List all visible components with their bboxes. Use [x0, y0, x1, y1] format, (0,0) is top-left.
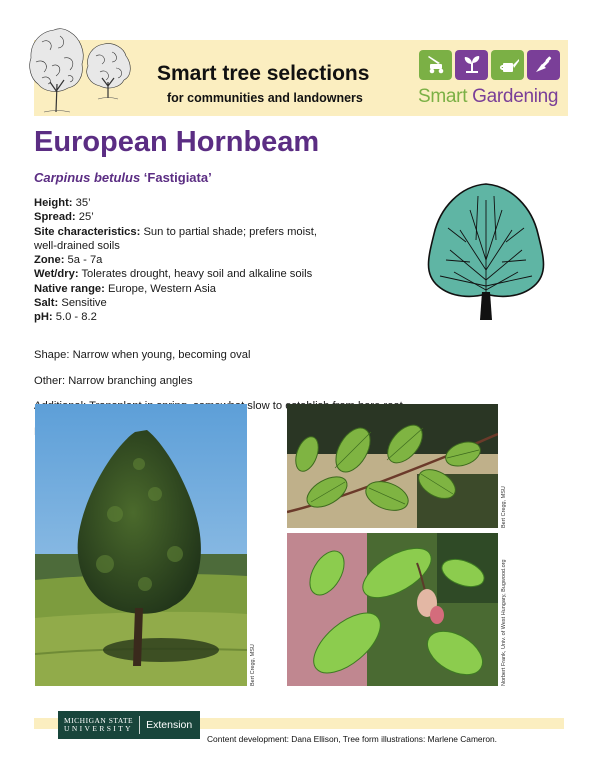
genus-species: Carpinus betulus [34, 170, 141, 185]
fact-label: Zone: [34, 254, 65, 267]
fact-label: Height: [34, 197, 73, 209]
fact-zone [34, 253, 374, 267]
tree-photo [35, 404, 247, 686]
smart-gardening-logo [418, 86, 558, 108]
tree-sketches-illustration [24, 22, 149, 114]
tree-facts-list [34, 196, 374, 325]
msu-wordmark [58, 717, 139, 734]
fact-shape [34, 348, 454, 362]
fact-height [34, 196, 374, 210]
seedling-icon [455, 50, 488, 80]
catkin-photo [287, 533, 498, 686]
fact-label: Wet/dry: [34, 268, 79, 281]
scientific-name [34, 170, 212, 185]
fact-label: pH: [34, 311, 53, 324]
watering-can-icon [491, 50, 524, 80]
fact-wet-dry [34, 267, 374, 281]
fact-value: slow to [247, 400, 283, 413]
fact-label: Spread: [34, 211, 76, 224]
fact-value: Narrow branching angles [65, 374, 193, 387]
fact-label: Shape: [34, 349, 70, 362]
fact-salt [34, 296, 374, 310]
fact-native-range [34, 282, 374, 296]
fact-ph [34, 310, 374, 324]
fact-label: Site characteristics: [34, 225, 141, 238]
footer-credits: Content development: Dana Ellison, Tree form illustrations: Marlene Cameron. [207, 734, 498, 744]
fact-value: 25’ [75, 211, 94, 224]
msu-extension-logo [58, 711, 200, 739]
leaves-photo [287, 404, 498, 528]
leaves-photo-credit: Bert Cregg, MSU [501, 486, 507, 528]
fact-value: Europe, Western Asia [104, 282, 216, 295]
fact-spread [34, 210, 374, 224]
logo-gardening-text: Gardening [472, 86, 559, 107]
lawn-mower-icon [419, 50, 452, 80]
extension-label: Extension [146, 719, 193, 731]
fact-value: 35’ [72, 197, 91, 209]
msu-line1: MICHIGAN STATE [64, 715, 134, 725]
catkin-photo-credit: Norbert Frank, Univ. of West Hungary, Bugwood.org [501, 559, 507, 686]
msu-line2: UNIVERSITY [64, 724, 133, 733]
trowel-icon [527, 50, 560, 80]
fact-value: 5a - 7a [64, 254, 103, 267]
fact-value: Sun to partial shade; prefers moist, well-drained soils [34, 225, 317, 252]
fact-value: 5.0 - 8.2 [52, 311, 97, 324]
tree-photo-credit: Bert Cregg, MSU [250, 644, 256, 686]
fact-value: Tolerates drought, heavy soil and alkaline soils [78, 268, 313, 281]
fact-other [34, 374, 454, 388]
tree-form-illustration [420, 180, 552, 322]
logo-smart-text: Smart [418, 86, 473, 107]
smart-gardening-icon-row [419, 50, 560, 80]
banner-subtitle: for communities and landowners [167, 91, 363, 105]
cultivar-name: ‘Fastigiata’ [140, 170, 212, 185]
page-title: European Hornbeam [34, 126, 320, 158]
fact-label: Salt: [34, 297, 59, 310]
fact-label: Native range: [34, 282, 105, 295]
banner-title: Smart tree selections [157, 62, 370, 85]
fact-site-characteristics [34, 225, 334, 254]
fact-value: Sensitive [58, 297, 107, 310]
fact-value: Narrow when young, becoming oval [69, 349, 251, 362]
fact-label: Other: [34, 374, 66, 387]
